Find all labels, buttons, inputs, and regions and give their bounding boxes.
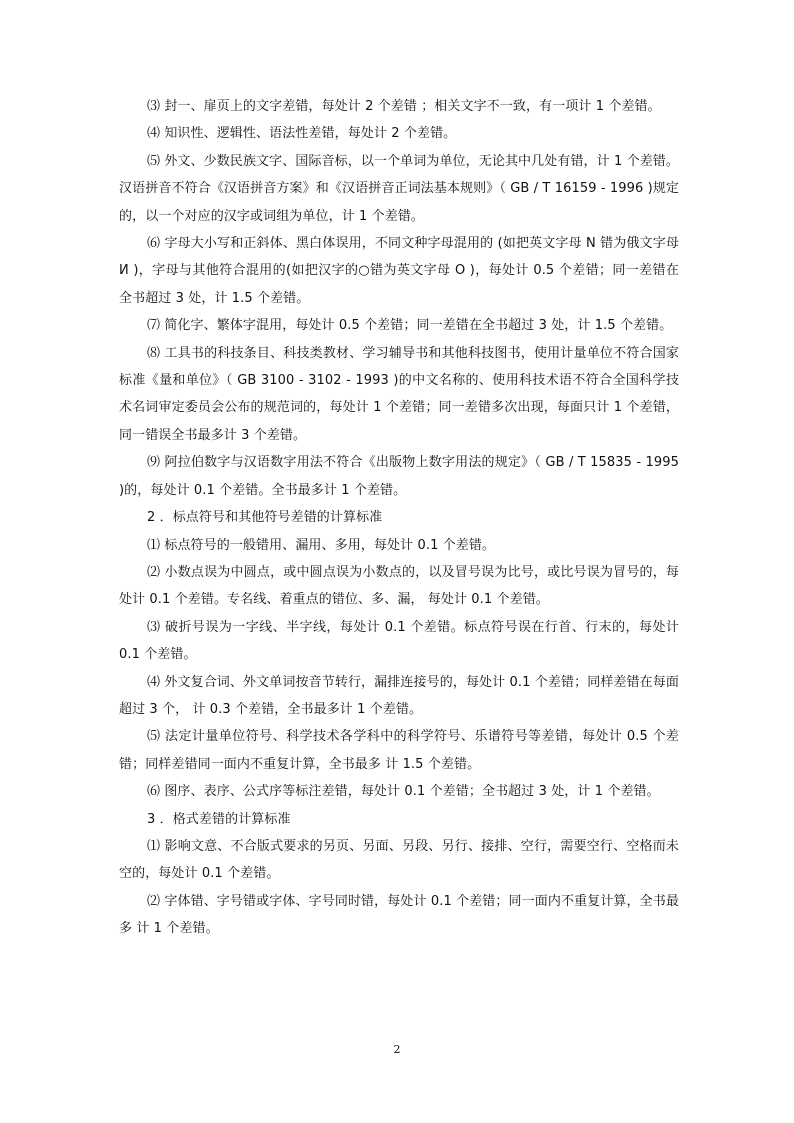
paragraph-punctuation-general: ⑴ 标点符号的一般错用、漏用、多用，每处计 0.1 个差错。 <box>147 537 496 553</box>
paragraph-decimal-point-errors: ⑵ 小数点误为中圆点，或中圆点误为小数点的，以及冒号误为比号，或比号误为冒号的，每处计 0.1 个差错。专名线、着重点的错位、多、漏， 每处计 0.1 个差错。 <box>119 564 679 608</box>
paragraph-cover-title-errors: ⑶ 封一、扉页上的文字差错，每处计 2 个差错 ；相关文字不一致，有一项计 1 个差错。 <box>147 99 661 114</box>
paragraph-letter-case-errors: ⑹ 字母大小写和正斜体、黑白体误用，不同文种字母混用的 (如把英文字母 N 错为俄文字母 И )，字母与其他符合混用的(如把汉字的○错为英文字母 O )，每处计 0.5 个差错；同一差错在全书超过 3 处，计 1.5 个差错。 <box>119 236 679 306</box>
paragraph-simplified-traditional-errors: ⑺ 简化字、繁体字混用，每处计 0.5 个差错；同一差错在全书超过 3 处，计 1.5 个差错。 <box>147 318 673 334</box>
body-text <box>119 93 679 943</box>
page-number: 2 <box>393 1043 401 1056</box>
section-heading-format: 3 ．格式差错的计算标准 <box>147 811 291 827</box>
paragraph-figure-table-numbering-errors: ⑹ 图序、表序、公式序等标注差错，每处计 0.1 个差错；全书超过 3 处，计 1 个差错。 <box>147 784 660 800</box>
section-heading-punctuation: 2 ．标点符号和其他符号差错的计算标准 <box>147 510 383 526</box>
paragraph-knowledge-logic-errors: ⑷ 知识性、逻辑性、语法性差错，每处计 2 个差错。 <box>147 126 457 142</box>
paragraph-foreign-language-errors: ⑸ 外文、少数民族文字、国际音标，以一个单词为单位，无论其中几处有错，计 1 个差错。汉语拼音不符合《汉语拼音方案》和《汉语拼音正词法基本规则》（ GB / T 16159 - 1996 )规定的，以一个对应的汉字或词组为单位，计 1 个差错。 <box>119 153 679 224</box>
paragraph-dash-errors: ⑶ 破折号误为一字线、半字线，每处计 0.1 个差错。标点符号误在行首、行末的，每处计 0.1 个差错。 <box>119 619 679 663</box>
paragraph-layout-errors: ⑴ 影响文意、不合版式要求的另页、另面、另段、另行、接排、空行，需要空行、空格而未空的，每处计 0.1 个差错。 <box>119 838 679 882</box>
paragraph-font-errors: ⑵ 字体错、字号错或字体、字号同时错，每处计 0.1 个差错；同一面内不重复计算，全书最多 计 1 个差错。 <box>119 893 679 937</box>
paragraph-measurement-unit-errors: ⑻ 工具书的科技条目、科技类教材、学习辅导书和其他科技图书，使用计量单位不符合国家标准《量和单位》（ GB 3100 - 3102 - 1993 )的中文名称的、使用科技术语不符合全国科学技术名词审定委员会公布的规范词的，每处计 1 个差错；同一差错多次出现，每面只计 1 个差错，同一错误全书最多计 3 个差错。 <box>119 345 679 443</box>
paragraph-unit-symbol-errors: ⑸ 法定计量单位符号、科学技术各学科中的科学符号、乐谱符号等差错，每处计 0.5 个差错；同样差错同一面内不重复计算，全书最多 计 1.5 个差错。 <box>119 729 679 772</box>
paragraph-hyphenation-errors: ⑷ 外文复合词、外文单词按音节转行，漏排连接号的，每处计 0.1 个差错；同样差错在每面超过 3 个， 计 0.3 个差错，全书最多计 1 个差错。 <box>119 674 679 717</box>
paragraph-number-usage-errors: ⑼ 阿拉伯数字与汉语数字用法不符合《出版物上数字用法的规定》（ GB / T 15835 - 1995 )的，每处计 0.1 个差错。全书最多计 1 个差错。 <box>119 455 679 498</box>
